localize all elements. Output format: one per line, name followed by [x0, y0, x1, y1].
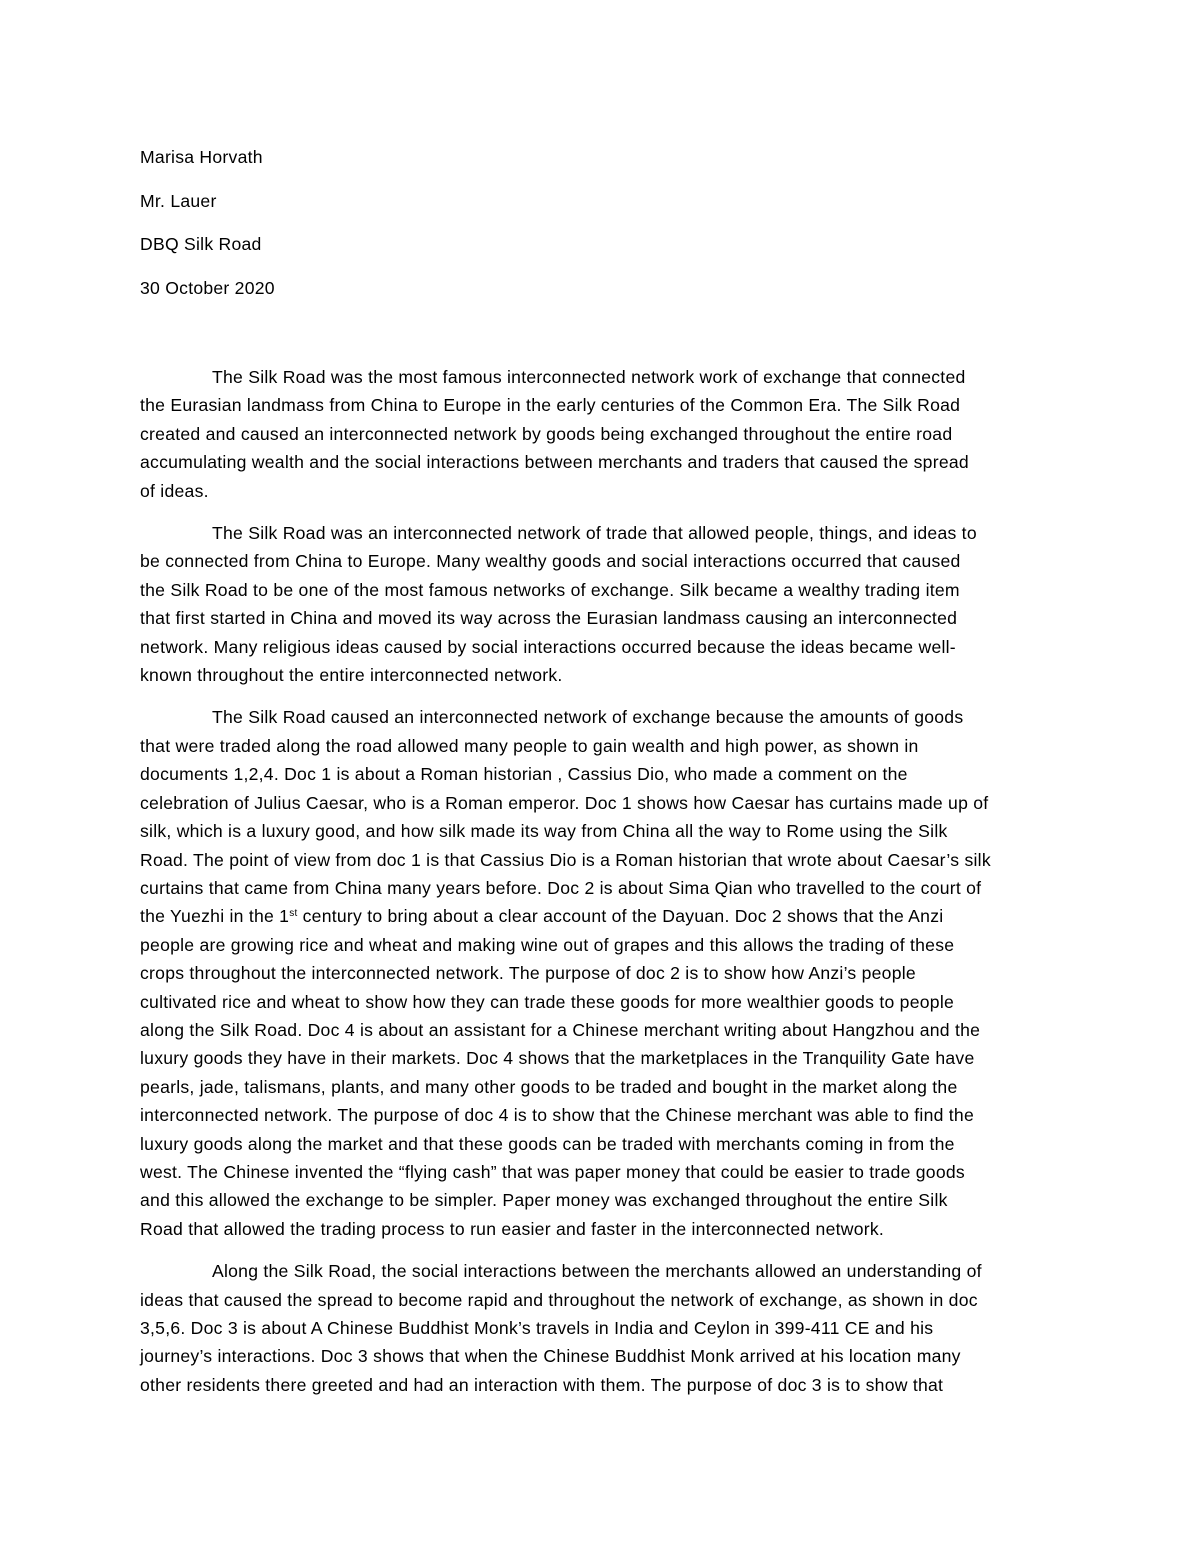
paragraph-goods	[140, 703, 1060, 1243]
text-line: Along the Silk Road, the social interactions between the merchants allowed an understanding of	[212, 1261, 982, 1282]
text-line: Road. The point of view from doc 1 is that Cassius Dio is a Roman historian that wrote about Caesar’s silk	[140, 849, 991, 870]
text-line: the Silk Road to be one of the most famous networks of exchange. Silk became a wealthy trading item	[140, 579, 960, 600]
text-line: known throughout the entire interconnected network.	[140, 665, 563, 686]
text-line: luxury goods along the market and that these goods can be traded with merchants coming in from the	[140, 1133, 955, 1154]
text-line: The Silk Road was an interconnected network of trade that allowed people, things, and ideas to	[212, 523, 977, 544]
text-line: that were traded along the road allowed many people to gain wealth and high power, as shown in	[140, 735, 919, 756]
paragraph-overview	[140, 519, 1060, 689]
text-line: celebration of Julius Caesar, who is a Roman emperor. Doc 1 shows how Caesar has curtains made up of	[140, 792, 989, 813]
text-line: The Silk Road was the most famous interconnected network work of exchange that connected	[212, 367, 966, 387]
text-line: Road that allowed the trading process to run easier and faster in the interconnected network.	[140, 1218, 885, 1239]
text-line: ideas that caused the spread to become rapid and throughout the network of exchange, as shown in doc	[140, 1289, 978, 1310]
text-line: cultivated rice and wheat to show how they can trade these goods for more wealthier goods to people	[140, 991, 955, 1012]
text-line: pearls, jade, talismans, plants, and many other goods to be traded and bought in the market along the	[140, 1076, 958, 1097]
text-line: journey’s interactions. Doc 3 shows that when the Chinese Buddhist Monk arrived at his location many	[140, 1346, 961, 1367]
text-line: be connected from China to Europe. Many wealthy goods and social interactions occurred that caused	[140, 551, 961, 572]
text-line: accumulating wealth and the social interactions between merchants and traders that caused the spread	[140, 452, 969, 473]
assignment-title: DBQ Silk Road	[140, 234, 262, 254]
paragraph-intro	[140, 363, 1060, 505]
text-line: west. The Chinese invented the “flying cash” that was paper money that could be easier to trade goods	[140, 1161, 965, 1182]
text-line: 3,5,6. Doc 3 is about A Chinese Buddhist Monk’s travels in India and Ceylon in 399-411 CE and his	[140, 1318, 934, 1338]
document-header	[140, 143, 1060, 317]
text-line: interconnected network. The purpose of doc 4 is to show that the Chinese merchant was able to find the	[140, 1105, 974, 1126]
text-line: of ideas.	[140, 480, 209, 501]
text-line: the Eurasian landmass from China to Europe in the early centuries of the Common Era. The Silk Road	[140, 395, 961, 416]
ordinal-superscript: st	[289, 908, 298, 920]
text-line-with-superscript	[140, 902, 1060, 930]
text-line: documents 1,2,4. Doc 1 is about a Roman historian , Cassius Dio, who made a comment on the	[140, 764, 908, 785]
paragraph-ideas	[140, 1257, 1060, 1399]
text-line: network. Many religious ideas caused by social interactions occurred because the ideas became well-	[140, 636, 956, 657]
text-line: created and caused an interconnected network by goods being exchanged throughout the entire road	[140, 423, 953, 444]
text-line: and this allowed the exchange to be simpler. Paper money was exchanged throughout the entire Silk	[140, 1190, 948, 1211]
text-line: The Silk Road caused an interconnected network of exchange because the amounts of goods	[212, 707, 964, 728]
text-line: luxury goods they have in their markets. Doc 4 shows that the marketplaces in the Tranquility Gate have	[140, 1048, 975, 1069]
teacher-name: Mr. Lauer	[140, 190, 217, 211]
text-line: crops throughout the interconnected network. The purpose of doc 2 is to show how Anzi’s people	[140, 963, 916, 984]
text-line: along the Silk Road. Doc 4 is about an assistant for a Chinese merchant writing about Hangzhou and the	[140, 1019, 981, 1040]
text-line: silk, which is a luxury good, and how silk made its way from China all the way to Rome using the Silk	[140, 821, 948, 842]
text-fragment: century to bring about a clear account of the Dayuan. Doc 2 shows that the Anzi	[297, 906, 944, 927]
text-line: that first started in China and moved its way across the Eurasian landmass causing an interconnected	[140, 608, 958, 629]
student-name: Marisa Horvath	[140, 147, 263, 167]
text-line: people are growing rice and wheat and making wine out of grapes and this allows the trading of these	[140, 934, 955, 955]
text-fragment: the Yuezhi in the 1	[140, 906, 290, 927]
document-date: 30 October 2020	[140, 277, 275, 298]
text-line: curtains that came from China many years before. Doc 2 is about Sima Qian who travelled to the court of	[140, 877, 982, 898]
text-line: other residents there greeted and had an interaction with them. The purpose of doc 3 is to show that	[140, 1374, 944, 1395]
document-body	[140, 363, 1060, 1413]
